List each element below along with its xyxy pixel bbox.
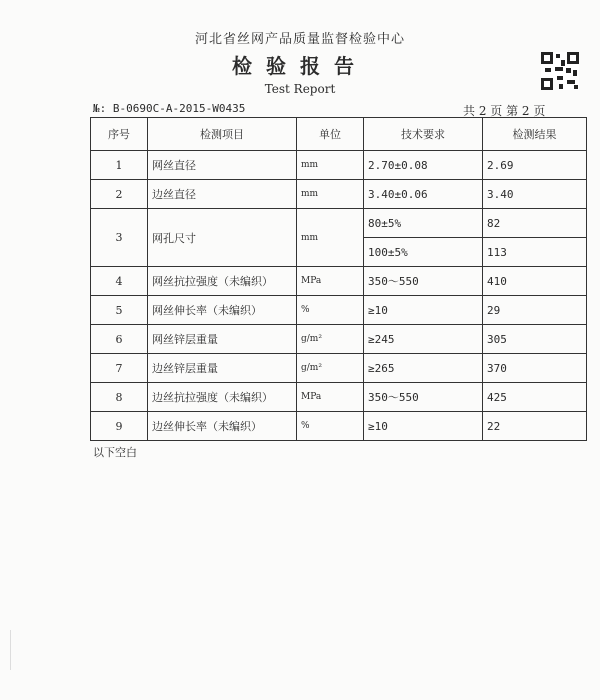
row-unit: MPa xyxy=(297,383,364,412)
row-requirement: 350～550 xyxy=(364,267,483,296)
row-unit: mm xyxy=(297,209,364,267)
row-item: 边丝直径 xyxy=(148,180,297,209)
header-item: 检测项目 xyxy=(148,118,297,151)
row-item: 边丝锌层重量 xyxy=(148,354,297,383)
table-header-row xyxy=(91,118,587,151)
row-no: 9 xyxy=(91,412,148,441)
row-unit: % xyxy=(297,296,364,325)
header-unit: 单位 xyxy=(297,118,364,151)
test-results-table xyxy=(90,117,587,441)
row-requirement: 3.40±0.06 xyxy=(364,180,483,209)
row-no: 2 xyxy=(91,180,148,209)
row-requirement: ≥265 xyxy=(364,354,483,383)
row-no: 1 xyxy=(91,151,148,180)
row-result: 22 xyxy=(483,412,587,441)
row-requirement: ≥245 xyxy=(364,325,483,354)
row-item: 边丝抗拉强度（未编织） xyxy=(148,383,297,412)
row-unit: % xyxy=(297,412,364,441)
row-requirement: ≥10 xyxy=(364,412,483,441)
row-item: 网丝伸长率（未编织） xyxy=(148,296,297,325)
row-no: 3 xyxy=(91,209,148,267)
row-unit: g/m² xyxy=(297,354,364,383)
row-result: 370 xyxy=(483,354,587,383)
report-number: №: B-0690C-A-2015-W0435 xyxy=(93,102,246,115)
table-row xyxy=(91,267,587,296)
table-row xyxy=(91,412,587,441)
row-requirement: 80±5% xyxy=(364,209,483,238)
header-result: 检测结果 xyxy=(483,118,587,151)
row-requirement: ≥10 xyxy=(364,296,483,325)
row-result: 305 xyxy=(483,325,587,354)
table-row xyxy=(91,296,587,325)
report-title-en: Test Report xyxy=(264,82,336,96)
row-result: 82 xyxy=(483,209,587,238)
header-requirement: 技术要求 xyxy=(364,118,483,151)
blank-below-note: 以下空白 xyxy=(93,446,137,459)
row-item: 边丝伸长率（未编织） xyxy=(148,412,297,441)
row-item: 网丝直径 xyxy=(148,151,297,180)
row-no: 4 xyxy=(91,267,148,296)
row-unit: mm xyxy=(297,151,364,180)
edge-mark xyxy=(10,630,21,670)
qr-code-icon xyxy=(541,52,579,90)
table-row xyxy=(91,209,587,238)
row-unit: g/m² xyxy=(297,325,364,354)
row-requirement-2: 100±5% xyxy=(364,238,483,267)
row-no: 8 xyxy=(91,383,148,412)
row-result: 425 xyxy=(483,383,587,412)
header-no: 序号 xyxy=(91,118,148,151)
table-row xyxy=(91,383,587,412)
row-result: 3.40 xyxy=(483,180,587,209)
row-result-2: 113 xyxy=(483,238,587,267)
row-result: 410 xyxy=(483,267,587,296)
row-no: 5 xyxy=(91,296,148,325)
row-no: 6 xyxy=(91,325,148,354)
table-row xyxy=(91,325,587,354)
row-result: 2.69 xyxy=(483,151,587,180)
row-item: 网孔尺寸 xyxy=(148,209,297,267)
row-requirement: 2.70±0.08 xyxy=(364,151,483,180)
table-row xyxy=(91,180,587,209)
row-item: 网丝抗拉强度（未编织） xyxy=(148,267,297,296)
table-row xyxy=(91,151,587,180)
page-indicator: 共 2 页 第 2 页 xyxy=(463,104,546,118)
row-item: 网丝锌层重量 xyxy=(148,325,297,354)
row-requirement: 350～550 xyxy=(364,383,483,412)
row-result: 29 xyxy=(483,296,587,325)
row-no: 7 xyxy=(91,354,148,383)
organization-name: 河北省丝网产品质量监督检验中心 xyxy=(194,32,405,47)
table-row xyxy=(91,354,587,383)
row-unit: mm xyxy=(297,180,364,209)
report-title-cn: 检验报告 xyxy=(232,54,368,78)
row-unit: MPa xyxy=(297,267,364,296)
